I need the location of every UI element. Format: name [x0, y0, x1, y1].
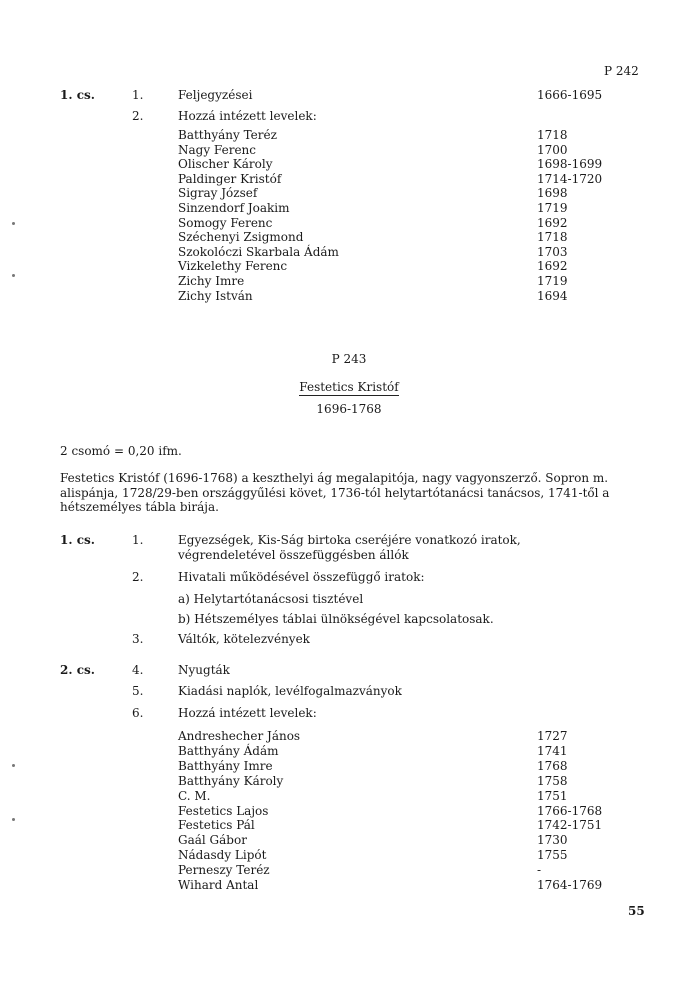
item-text: Hozzá intézett levelek:: [178, 109, 317, 123]
letter-sender: Sinzendorf Joakim: [178, 201, 290, 215]
letter-years: 1730: [537, 833, 568, 848]
letter-years: 1719: [537, 201, 568, 215]
item-text-cont: végrendeletével összefüggésben állók: [178, 548, 409, 562]
letter-sender: Zichy István: [178, 288, 253, 303]
letter-years: 1755: [537, 848, 568, 863]
sub-item-b: b) Hétszemélyes táblai ülnökségével kapcsolatosak.: [178, 612, 494, 626]
item-number: 1.: [132, 533, 144, 547]
item-number: 2.: [132, 109, 144, 123]
item-number: 6.: [132, 706, 144, 720]
scan-speck: [12, 222, 15, 225]
sub-item-a: a) Helytartótanácsosi tisztével: [178, 592, 364, 606]
item-text: Hivatali működésével összefüggő iratok:: [178, 570, 425, 584]
letter-years: 1718: [537, 128, 568, 142]
letter-years: 1764-1769: [537, 878, 603, 892]
letter-years: 1766-1768: [537, 803, 603, 818]
item-text: Váltók, kötelezvények: [178, 632, 310, 646]
letter-years: 1741: [537, 743, 568, 758]
letter-years: 1758: [537, 773, 568, 788]
letter-sender: Szokolóczi Skarbala Ádám: [178, 244, 339, 259]
letter-sender: Olischer Károly: [178, 157, 273, 172]
letter-years: 1703: [537, 244, 568, 259]
item-years: 1666-1695: [537, 88, 603, 102]
fond-description: Festetics Kristóf (1696-1768) a keszthelyi ág megalapitója, nagy vagyonszerző. Sopron m. alispánja, 1728/29-ben országgyűlési követ, 1736-tól helytartótanácsi tanácsos, 1741-től a hétszemélyes tábla birája.: [60, 471, 610, 514]
letter-sender: Batthyány Ádám: [178, 743, 279, 758]
scan-speck: [12, 818, 15, 821]
scan-speck: [12, 764, 15, 767]
box-label-1: 1. cs.: [60, 533, 95, 547]
letter-sender: Wihard Antal: [178, 878, 259, 892]
box-label-1: 1. cs.: [60, 88, 95, 102]
letter-years: -: [537, 863, 542, 878]
letter-years: 1698: [537, 186, 568, 201]
page-number: 55: [628, 904, 645, 918]
letter-sender: Sigray József: [178, 186, 258, 201]
letter-sender: Andreshecher János: [178, 729, 301, 743]
letter-sender: Batthyány Imre: [178, 758, 273, 773]
letter-years: 1727: [537, 729, 568, 743]
letter-sender: Paldinger Kristóf: [178, 171, 282, 186]
item-text: Egyezségek, Kis-Ság birtoka cseréjére vonatkozó iratok,: [178, 533, 521, 547]
letter-years: 1719: [537, 274, 568, 288]
letter-sender: Perneszy Teréz: [178, 863, 270, 878]
letter-years: 1700: [537, 142, 568, 157]
letter-sender: Batthyány Károly: [178, 773, 284, 788]
letter-sender: C. M.: [178, 788, 211, 803]
letter-sender: Festetics Pál: [178, 818, 255, 833]
page-code-top: P 242: [604, 64, 639, 78]
fond-name: Festetics Kristóf: [299, 380, 399, 394]
letter-sender: Nagy Ferenc: [178, 142, 256, 157]
letter-years: 1694: [537, 288, 568, 303]
item-number: 2.: [132, 570, 144, 584]
item-text: Hozzá intézett levelek:: [178, 706, 317, 720]
box-label-2: 2. cs.: [60, 663, 95, 677]
letter-years: 1692: [537, 259, 568, 274]
letter-years: 1718: [537, 230, 568, 245]
letter-sender: Vizkelethy Ferenc: [178, 259, 288, 274]
item-text: Kiadási naplók, levélfogalmazványok: [178, 684, 402, 698]
item-text: Feljegyzései: [178, 88, 253, 102]
letter-years: 1751: [537, 788, 568, 803]
fond-dates: 1696-1768: [316, 402, 382, 416]
item-number: 5.: [132, 684, 144, 698]
letter-sender: Zichy Imre: [178, 274, 245, 288]
letter-years: 1742-1751: [537, 818, 603, 833]
letter-years: 1698-1699: [537, 157, 603, 172]
letter-sender: Gaál Gábor: [178, 833, 247, 848]
letter-sender: Festetics Lajos: [178, 803, 269, 818]
item-number: 4.: [132, 663, 144, 677]
letter-years: 1714-1720: [537, 171, 603, 186]
letter-sender: Somogy Ferenc: [178, 215, 273, 230]
fond-extent: 2 csomó = 0,20 ifm.: [60, 444, 182, 458]
letter-sender: Széchenyi Zsigmond: [178, 230, 304, 245]
fond-name-wrap: [0, 380, 698, 394]
item-text: Nyugták: [178, 663, 230, 677]
fond-code: P 243: [331, 352, 367, 366]
item-number: 1.: [132, 88, 144, 102]
letter-years: 1768: [537, 758, 568, 773]
letter-sender: Nádasdy Lipót: [178, 848, 267, 863]
letter-sender: Batthyány Teréz: [178, 128, 277, 142]
item-number: 3.: [132, 632, 144, 646]
letter-years: 1692: [537, 215, 568, 230]
scan-speck: [12, 274, 15, 277]
